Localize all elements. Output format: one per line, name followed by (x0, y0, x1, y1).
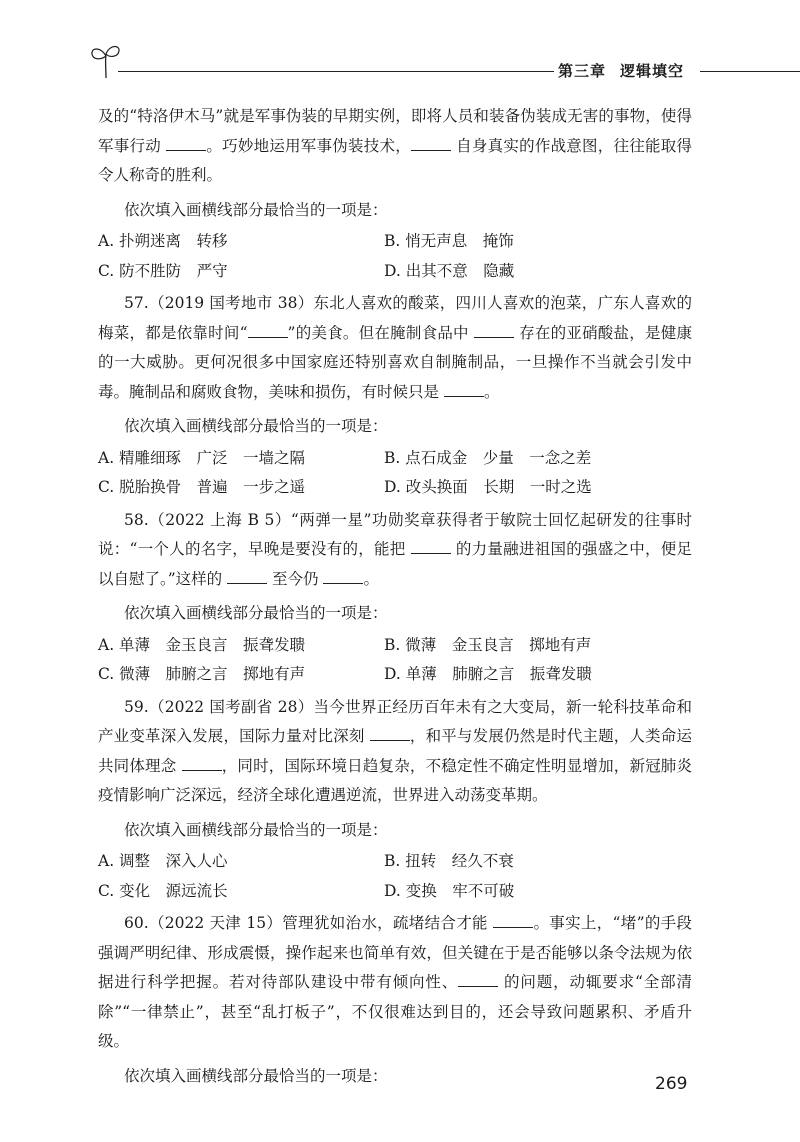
answer-blank (411, 537, 451, 554)
question-prompt: 依次填入画横线部分最恰当的一项是： (124, 417, 388, 435)
question-number: 59. (124, 697, 149, 716)
question-60: 60.（2022 天津 15）管理犹如治水，疏堵结合才能 。事实上，“堵”的手段强调严明纪律、形成震慑，操作起来也简单有效，但关键在于是否能够以条令法规为依据进行科学把握。若对待部队建设中带有倾向性、 的问题，动辄要求“全部清除”“一律禁止”，甚至“乱打板子”，不仅很难达到目的，还会导致问题累积、矛盾升级。 (98, 909, 692, 1057)
option-c: C. 脱胎换骨 普遍 一步之遥 (98, 478, 306, 496)
question-prompt: 依次填入画横线部分最恰当的一项是： (124, 1066, 388, 1085)
option-c: C. 微薄 肺腑之言 掷地有声 (98, 665, 306, 683)
option-a: A. 扑朔迷离 转移 (98, 232, 228, 250)
answer-blank (458, 970, 498, 987)
answer-blank (248, 321, 288, 338)
chapter-label: 第三章 (558, 62, 607, 80)
option-c: C. 变化 源远流长 (98, 881, 228, 900)
question-number: 60. (124, 914, 149, 932)
option-b: B. 微薄 金玉良言 掷地有声 (384, 635, 592, 654)
question-number: 58. (124, 510, 149, 529)
question-source: （2022 国考副省 28） (148, 697, 314, 716)
question-58: 58.（2022 上海 B 5）“两弹一星”功勋奖章获得者于敏院士回忆起研发的往事时说：“一个人的名字，早晚是要没有的，能把 的力量融进祖国的强盛之中，便足以自慰了。”这样的 至今仍 。 (98, 510, 692, 588)
question-57: 57.（2019 国考地市 38）东北人喜欢的酸菜，四川人喜欢的泡菜，广东人喜欢的梅菜，都是依靠时间“ ”的美食。但在腌制食品中 存在的亚硝酸盐，是健康的一大威胁。更何况很多中国家庭还特别喜欢自制腌制品，一旦操作不当就会引发中毒。腌制品和腐败食物，美味和损伤，有时候只是 。 (98, 294, 692, 401)
question-source: （2019 国考地市 38） (148, 294, 314, 312)
answer-blank (323, 567, 363, 584)
option-list (98, 847, 692, 906)
answer-blank (493, 911, 533, 928)
option-a: A. 调整 深入人心 (98, 852, 228, 870)
question-source: （2022 天津 15） (148, 914, 283, 932)
option-a: A. 精雕细琢 广泛 一墙之隔 (98, 448, 306, 467)
question-source: （2022 上海 B 5） (148, 510, 291, 529)
option-list (98, 444, 692, 503)
question-prompt: 依次填入画横线部分最恰当的一项是： (124, 200, 388, 219)
option-d: D. 改头换面 长期 一时之选 (384, 478, 592, 496)
option-b: B. 扭转 经久不衰 (384, 852, 514, 870)
header-rule-right (700, 71, 800, 72)
answer-blank (444, 380, 484, 397)
question-prompt: 依次填入画横线部分最恰当的一项是： (124, 820, 388, 839)
sprout-icon (88, 40, 124, 80)
answer-blank (370, 724, 410, 741)
option-a: A. 单薄 金玉良言 振聋发聩 (98, 635, 306, 654)
option-d: D. 单薄 肺腑之言 振聋发聩 (384, 665, 592, 683)
running-header (88, 40, 800, 84)
section-label: 逻辑填空 (620, 62, 685, 80)
answer-blank (227, 567, 267, 584)
page-body (98, 102, 692, 1091)
question-stem: 及的“特洛伊木马”就是军事伪装的早期实例，即将人员和装备伪装成无害的事物，使得军事行动 。巧妙地运用军事伪装技术， 自身真实的作战意图，往往能取得令人称奇的胜利。 (98, 107, 692, 184)
question-59: 59.（2022 国考副省 28）当今世界正经历百年未有之大变局，新一轮科技革命和产业变革深入发展，国际力量对比深刻 ，和平与发展仍然是时代主题，人类命运共同体理念 ，同时，国际环境日趋复杂，不稳定性不确定性明显增加，新冠肺炎疫情影响广泛深远，经济全球化遭遇逆流，世界进入动荡变革期。 (98, 697, 692, 804)
chapter-title (558, 60, 698, 81)
option-b: B. 悄无声息 掩饰 (384, 232, 514, 250)
option-b: B. 点石成金 少量 一念之差 (384, 448, 592, 467)
header-rule-left (118, 71, 554, 72)
question-prompt: 依次填入画横线部分最恰当的一项是： (124, 604, 388, 622)
answer-blank (182, 754, 222, 771)
option-list (98, 227, 692, 286)
answer-blank (474, 321, 514, 338)
option-c: C. 防不胜防 严守 (98, 261, 228, 280)
option-d: D. 变换 牢不可破 (384, 881, 515, 900)
option-list (98, 631, 692, 690)
answer-blank (166, 134, 206, 151)
option-d: D. 出其不意 隐藏 (384, 261, 515, 280)
page-number: 269 (655, 1074, 688, 1094)
question-number: 57. (124, 294, 149, 312)
answer-blank (411, 134, 451, 151)
